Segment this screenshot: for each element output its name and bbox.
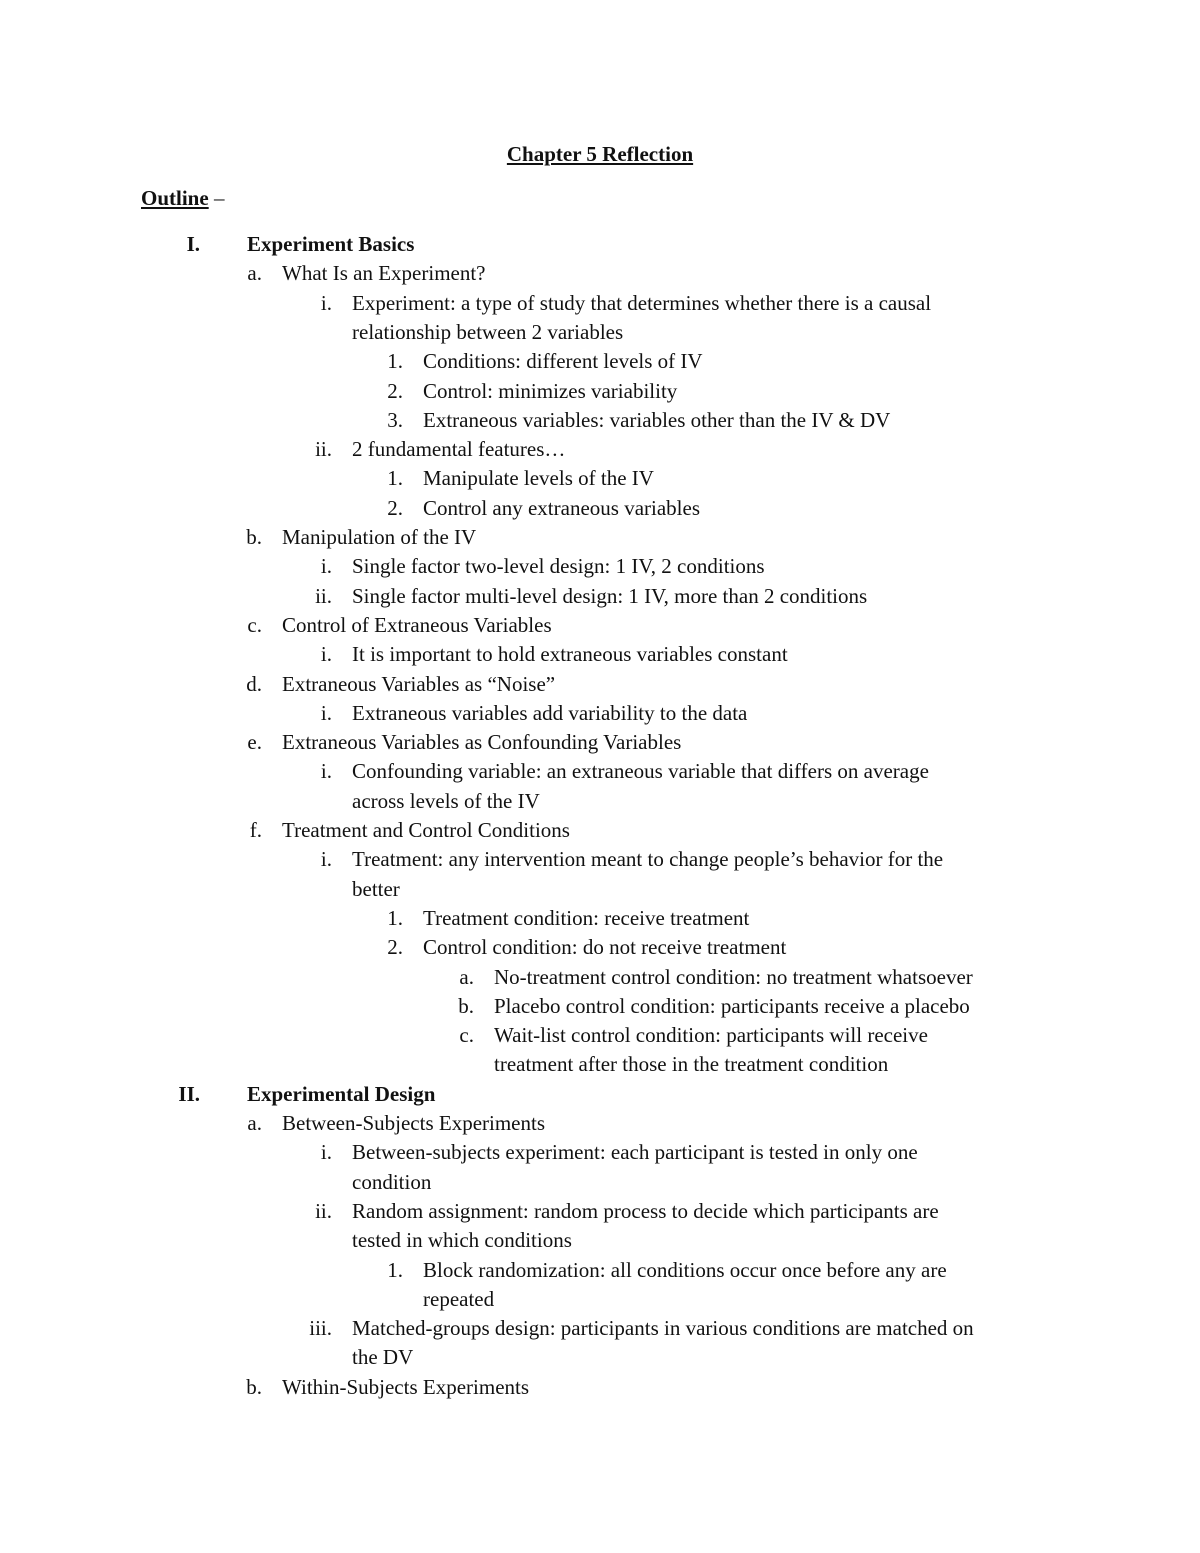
- outline-text: Treatment and Control Conditions: [282, 818, 570, 842]
- outline-marker: 2.: [387, 378, 403, 403]
- outline-text: Treatment: any intervention meant to change people’s behavior for the: [352, 847, 944, 872]
- outline-text: Experiment: a type of study that determines whether there is a causal: [352, 290, 932, 315]
- outline-marker: 1.: [387, 466, 403, 491]
- outline-text: Confounding variable: an extraneous variable that differs on average: [352, 759, 929, 784]
- outline-marker: i.: [320, 847, 332, 872]
- outline-text: No-treatment control condition: no treatment whatsoever: [494, 964, 973, 989]
- outline-marker: ii.: [315, 583, 332, 608]
- outline-text: It is important to hold extraneous variables constant: [352, 642, 788, 667]
- outline-marker: 3.: [387, 407, 403, 432]
- outline-text: Matched-groups design: participants in various conditions are matched on: [352, 1316, 974, 1341]
- outline-marker: iii.: [309, 1316, 332, 1341]
- outline-marker: 1.: [387, 349, 403, 374]
- outline-text: What Is an Experiment?: [282, 261, 486, 286]
- outline-text: Control: minimizes variability: [423, 378, 678, 403]
- outline-marker: b.: [246, 1374, 262, 1399]
- outline-text: treatment after those in the treatment condition: [494, 1052, 889, 1077]
- outline-text: condition: [352, 1169, 432, 1194]
- outline-text: Control of Extraneous Variables: [282, 612, 552, 637]
- outline-marker: i.: [320, 1140, 332, 1165]
- outline-heading: Outline: [141, 186, 209, 210]
- outline-text: Conditions: different levels of IV: [423, 349, 703, 374]
- outline-text: Placebo control condition: participants receive a placebo: [494, 993, 970, 1018]
- outline-marker: c.: [247, 612, 262, 637]
- outline-text: Experimental Design: [247, 1081, 436, 1106]
- outline-text: Control condition: do not receive treatment: [423, 935, 787, 960]
- outline-dash: –: [213, 186, 225, 210]
- outline-text: repeated: [423, 1286, 495, 1311]
- outline-text: Extraneous Variables as “Noise”: [282, 671, 556, 696]
- outline-text: Single factor multi-level design: 1 IV, more than 2 conditions: [352, 583, 868, 608]
- outline-text: Between-Subjects Experiments: [282, 1111, 546, 1135]
- outline-text: Manipulation of the IV: [282, 525, 477, 549]
- outline-marker: f.: [249, 818, 262, 842]
- outline-marker: 1.: [387, 905, 403, 930]
- outline-marker: a.: [247, 261, 262, 286]
- outline-text: Block randomization: all conditions occur once before any are: [423, 1257, 947, 1282]
- outline-text: Within-Subjects Experiments: [282, 1374, 530, 1399]
- outline-marker: 2.: [387, 495, 403, 520]
- outline-marker: b.: [246, 525, 262, 549]
- outline-text: 2 fundamental features…: [352, 437, 566, 462]
- outline-text: Treatment condition: receive treatment: [423, 905, 750, 930]
- outline-text: Single factor two-level design: 1 IV, 2 conditions: [352, 554, 765, 579]
- outline-text: Extraneous variables: variables other than the IV & DV: [423, 407, 891, 432]
- outline-text: better: [352, 876, 400, 901]
- outline-marker: i.: [320, 642, 332, 667]
- outline-text: Extraneous variables add variability to the data: [352, 700, 748, 725]
- outline-text: Random assignment: random process to decide which participants are: [352, 1198, 939, 1223]
- outline-marker: 1.: [387, 1257, 403, 1282]
- outline-marker: a.: [459, 964, 474, 989]
- outline-marker: i.: [320, 700, 332, 725]
- outline-marker: II.: [178, 1081, 200, 1106]
- outline-marker: I.: [186, 232, 200, 256]
- outline-text: Manipulate levels of the IV: [423, 466, 654, 491]
- outline-marker: ii.: [315, 1198, 332, 1223]
- outline-text: Extraneous Variables as Confounding Variables: [282, 730, 682, 755]
- outline-marker: i.: [320, 290, 332, 315]
- outline-text: relationship between 2 variables: [352, 319, 624, 344]
- outline-marker: i.: [320, 554, 332, 579]
- outline-marker: i.: [320, 759, 332, 784]
- outline-text: Experiment Basics: [247, 232, 415, 256]
- outline-text: Between-subjects experiment: each participant is tested in only one: [352, 1140, 918, 1165]
- outline-text: Control any extraneous variables: [423, 495, 700, 520]
- outline-text: Wait-list control condition: participants will receive: [494, 1023, 928, 1048]
- outline-marker: c.: [459, 1023, 474, 1048]
- outline-marker: b.: [458, 993, 474, 1018]
- outline-label: [141, 186, 224, 211]
- outline-marker: a.: [247, 1111, 262, 1135]
- outline-marker: d.: [246, 671, 262, 696]
- outline-marker: e.: [247, 730, 262, 755]
- outline-text: the DV: [352, 1345, 414, 1370]
- outline-marker: ii.: [315, 437, 332, 462]
- page-title: Chapter 5 Reflection: [506, 142, 694, 166]
- outline-marker: 2.: [387, 935, 403, 960]
- outline-text: across levels of the IV: [352, 788, 540, 813]
- outline-text: tested in which conditions: [352, 1228, 572, 1253]
